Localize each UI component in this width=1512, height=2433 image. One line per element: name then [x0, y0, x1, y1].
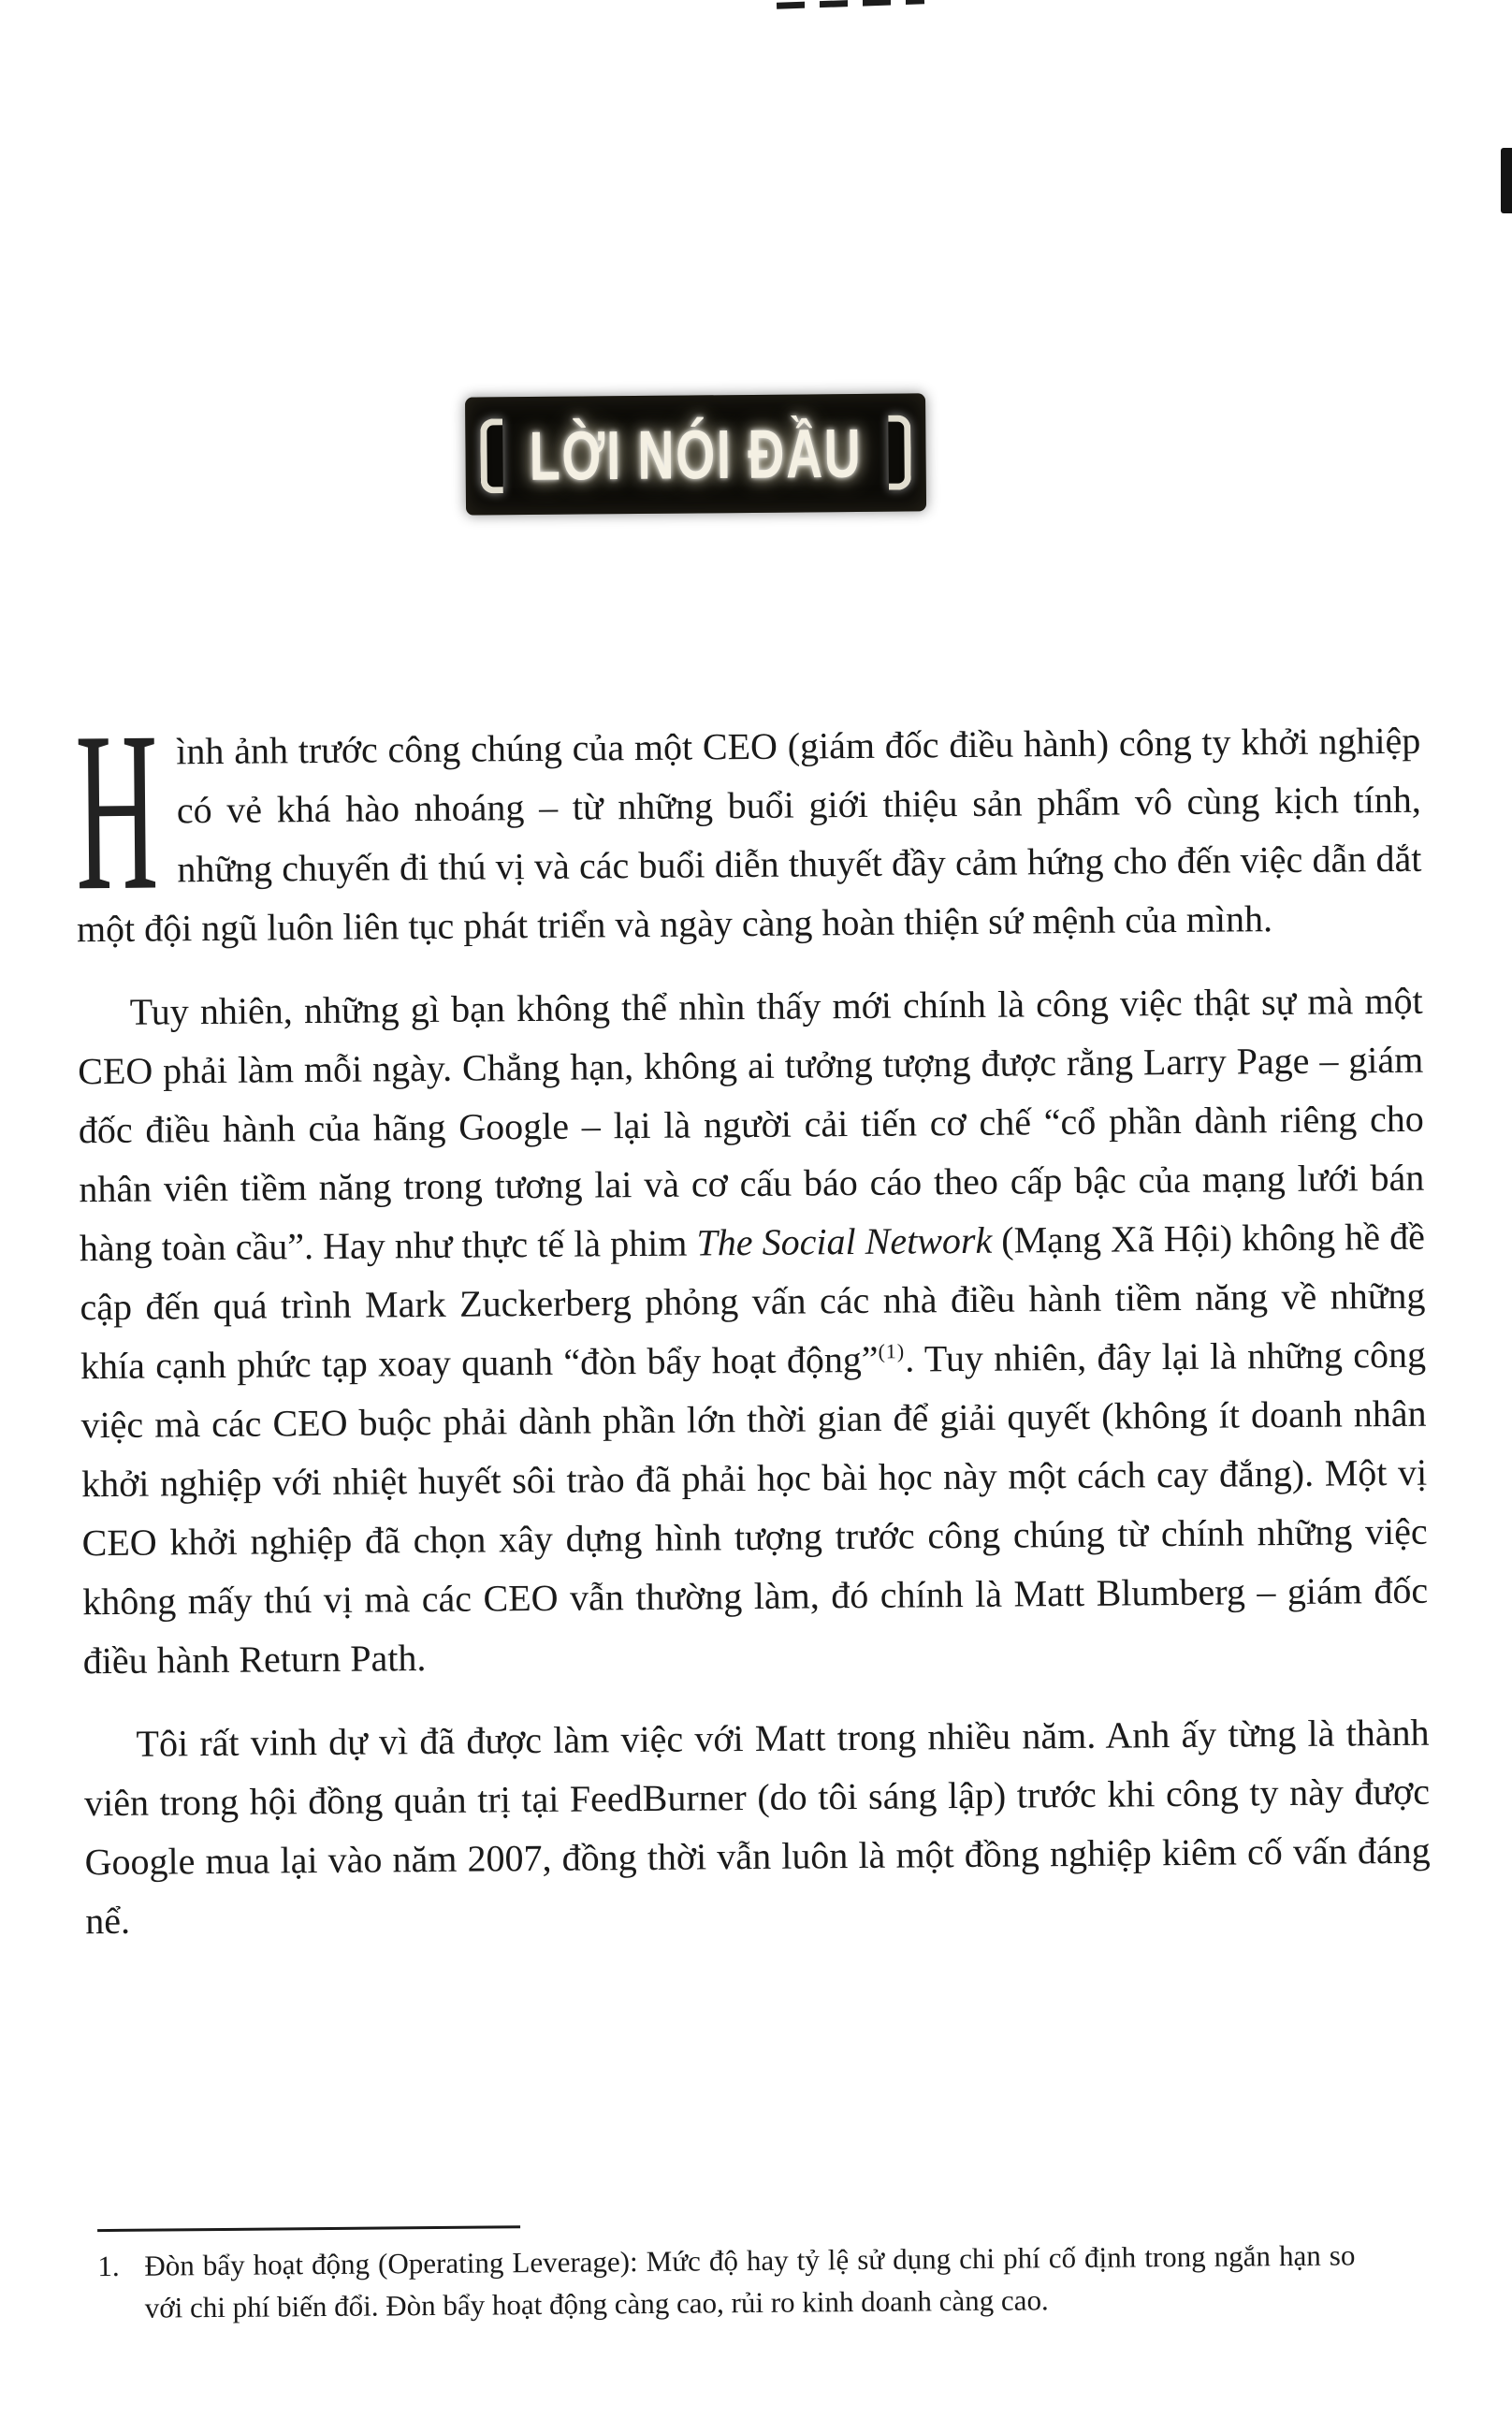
footnote-reference: (1) [878, 1339, 906, 1363]
paragraph-2 [77, 971, 1429, 1691]
dropcap-letter: H [74, 684, 160, 939]
footnote [97, 2234, 1356, 2329]
footnote-number: 1. [97, 2249, 120, 2283]
paragraph-2-text-b: (Mạng Xã Hội) không hề đề cập đến quá trình Mark Zuckerberg phỏng vấn các nhà điều hành tiềm năng về những khía cạnh phức tạp xoay quanh “đòn bẩy hoạt động” [80, 1215, 1426, 1388]
paragraph-3: Tôi rất vinh dự vì đã được làm việc với Matt trong nhiều năm. Anh ấy từng là thành viên trong hội đồng quản trị tại FeedBurner (do tôi sáng lập) trước khi công ty này được Google mua lại vào năm 2007, đồng thời vẫn luôn là một đồng nghiệp kiêm cố vấn đáng nể. [83, 1711, 1431, 1943]
footnote-text: Đòn bẩy hoạt động (Operating Leverage): Mức độ hay tỷ lệ sử dụng chi phí cố định trong ngắn hạn so với chi phí biến đổi. Đòn bẩy hoạt động càng cao, rủi ro kinh doanh càng cao. [144, 2238, 1356, 2324]
bracket-left-icon [480, 418, 503, 493]
chapter-title-banner [465, 393, 926, 515]
dropcap [74, 684, 160, 939]
film-title-italic: The Social Network [696, 1218, 993, 1264]
body-text [74, 684, 1431, 1950]
bracket-right-icon [888, 415, 911, 489]
paragraph-2-text-a: Tuy nhiên, những gì bạn không thể nhìn thấy mới chính là công việc thật sự mà một CEO phải làm mỗi ngày. Chẳng hạn, không ai tưởng tượng được rằng Larry Page – giám đốc điều hành của hãng Google – lại là người cải tiến cơ chế “cổ phần dành riêng cho nhân viên tiềm năng trong tương lai và cơ cấu báo cáo theo cấp bậc của mạng lưới bán hàng toàn cầu”. Hay như thực tế là phim [78, 979, 1425, 1270]
scan-artifact-right-edge [1501, 148, 1512, 213]
footnote-area [97, 2218, 1408, 2329]
chapter-title: LỜI NÓI ĐẦU [529, 414, 863, 495]
paragraph-2-text-c: . Tuy nhiên, đây lại là những công việc mà các CEO buộc phải dành phần lớn thời gian để giải quyết (không ít doanh nhân khởi nghiệp với nhiệt huyết sôi trào đã phải học bài học này một cách cay đắng). Một vị CEO khởi nghiệp đã chọn xây dựng hình tượng trước công chúng từ chính những việc không mấy thú vị mà các CEO vẫn thường làm, đó chính là Matt Blumberg – giám đốc điều hành Return Path. [80, 1333, 1429, 1683]
footnote-separator [97, 2225, 520, 2232]
paragraph-1-text: ình ảnh trước công chúng của một CEO (giám đốc điều hành) công ty khởi nghiệp có vẻ khá hào nhoáng – từ những buổi giới thiệu sản phẩm vô cùng kịch tính, những chuyến đi thú vị và các buổi diễn thuyết đầy cảm hứng cho đến việc dẫn dắt một đội ngũ luôn liên tục phát triển và ngày càng hoàn thiện sứ mệnh của mình. [76, 719, 1422, 951]
paragraph-1 [74, 684, 1422, 959]
